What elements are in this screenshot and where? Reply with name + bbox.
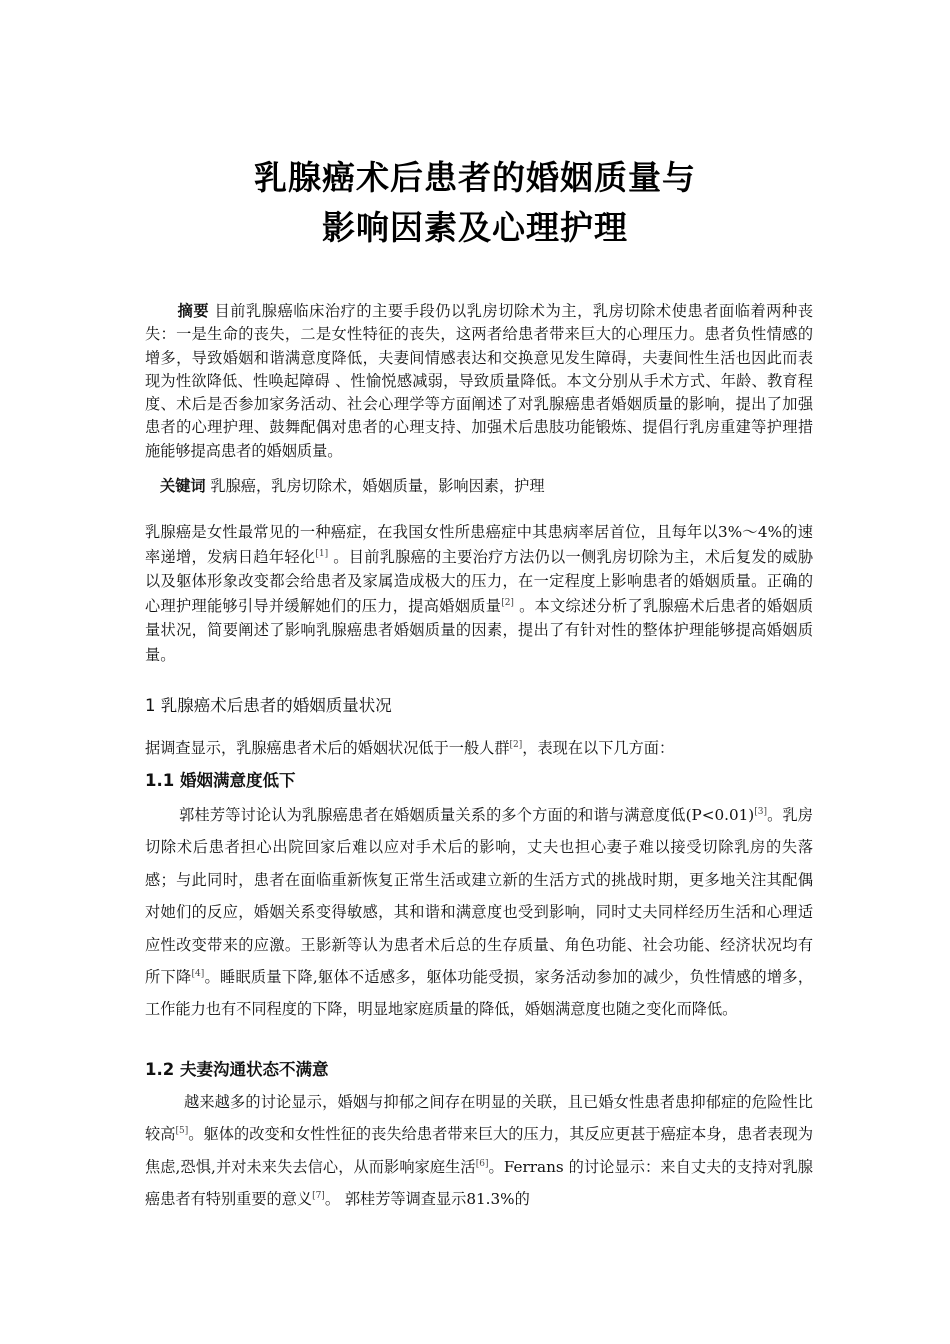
- survey-text: 据调查显示，乳腺癌患者术后的婚姻状况低于一般人群: [145, 739, 510, 757]
- citation-2: [2]: [501, 597, 514, 608]
- keywords-text: 乳腺癌，乳房切除术，婚姻质量，影响因素，护理: [205, 477, 545, 495]
- section-1-1-paragraph: [145, 799, 813, 1026]
- section-1-1-heading: 1.1 婚姻满意度低下: [145, 771, 296, 790]
- section-1-2-paragraph: [145, 1086, 813, 1216]
- abstract-label: 摘要: [177, 302, 210, 320]
- intro-text-1: 乳腺癌是女性最常见的一种癌症，在我国女性所患癌症中其患病率居首位，且每年以3%～4%的速率递增，发病日趋年轻化: [145, 523, 813, 566]
- abstract-text: 目前乳腺癌临床治疗的主要手段仍以乳房切除术为主，乳房切除术使患者面临着两种丧失：一是生命的丧失，二是女性特征的丧失，这两者给患者带来巨大的心理压力。患者负性情感的增多，导致婚姻和谐满意度降低，夫妻间情感表达和交换意见发生障碍，夫妻间性生活也因此而表现为性欲降低、性唤起障碍 、性愉悦感减弱，导致质量降低。本文分别从手术方式、年龄、教育程度、术后是否参加家务活动、社会心理学等方面阐述了对乳腺癌患者婚姻质量的影响，提出了加强患者的心理护理、鼓舞配偶对患者的心理支持、加强术后患肢功能锻炼、提倡行乳房重建等护理措施能够提高患者的婚姻质量。: [145, 302, 814, 460]
- title-line-1: 乳腺癌术后患者的婚姻质量与: [254, 158, 696, 197]
- citation-survey: [2]: [509, 740, 523, 750]
- s11-text-3: 。睡眠质量下降,躯体不适感多，躯体功能受损，家务活动参加的减少，负性情感的增多，工作能力也有不同程度的下降，明显地家庭质量的降低，婚姻满意度也随之变化而降低。: [145, 968, 814, 1019]
- abstract-paragraph: [145, 300, 813, 463]
- citation-1: [1]: [315, 548, 329, 559]
- s12-text-1: 越来越多的讨论显示，婚姻与抑郁之间存在明显的关联，且已婚女性患者患抑郁症的危险性比较高: [145, 1093, 813, 1144]
- keywords-label: 关键词: [160, 477, 206, 495]
- title-line-2: 影响因素及心理护理: [322, 208, 628, 247]
- s11-text-1: 郭桂芳等讨论认为乳腺癌患者在婚姻质量关系的多个方面的和谐与满意度低(P<0.01): [179, 806, 755, 824]
- keywords-line: [160, 475, 810, 498]
- intro-text-2: 。目前乳腺癌的主要治疗方法仍以一侧乳房切除为主，术后复发的威胁以及躯体形象改变都会给患者及家属造成极大的压力，在一定程度上影响患者的婚姻质量。正确的心理护理能够引导并缓解她们的压力，提高婚姻质量: [145, 547, 814, 615]
- citation-4: [4]: [191, 969, 205, 980]
- citation-7: [7]: [312, 1191, 325, 1202]
- citation-5: [5]: [175, 1126, 189, 1137]
- intro-paragraph: [145, 520, 813, 667]
- survey-paragraph: [145, 737, 813, 760]
- intro-text-3: 。本文综述分析了乳腺癌术后患者的婚姻质量状况，简要阐述了影响乳腺癌患者婚姻质量的因素，提出了有针对性的整体护理能够提高婚姻质量。: [145, 596, 814, 664]
- citation-6: [6]: [475, 1158, 489, 1169]
- survey-tail: ，表现在以下几方面：: [522, 739, 675, 757]
- s11-text-2: 。乳房切除术后患者担心出院回家后难以应对手术后的影响，丈夫也担心妻子难以接受切除乳房的失落感；与此同时，患者在面临重新恢复正常生活或建立新的生活方式的挑战时期，更多地关注其配偶对她们的反应，婚姻关系变得敏感，其和谐和满意度也受到影响，同时丈夫同样经历生活和心理适应性改变带来的应激。王影新等认为患者术后总的生存质量、角色功能、社会功能、经济状况均有所下降: [145, 806, 813, 987]
- s12-text-3: 。Ferrans 的讨论显示：来自丈夫的支持对乳腺癌患者有特别重要的意义: [145, 1157, 813, 1209]
- s12-text-2: 。躯体的改变和女性性征的丧失给患者带来巨大的压力，其反应更甚于癌症本身，患者表现为焦虑,恐惧,并对未来失去信心，从而影响家庭生活: [145, 1125, 814, 1176]
- s12-text-4: 。 郭桂芳等调查显示81.3%的: [324, 1190, 530, 1209]
- citation-3: [3]: [754, 807, 767, 817]
- section-1-2-heading: 1.2 夫妻沟通状态不满意: [145, 1060, 329, 1079]
- section-1-heading: 1 乳腺癌术后患者的婚姻质量状况: [145, 696, 392, 715]
